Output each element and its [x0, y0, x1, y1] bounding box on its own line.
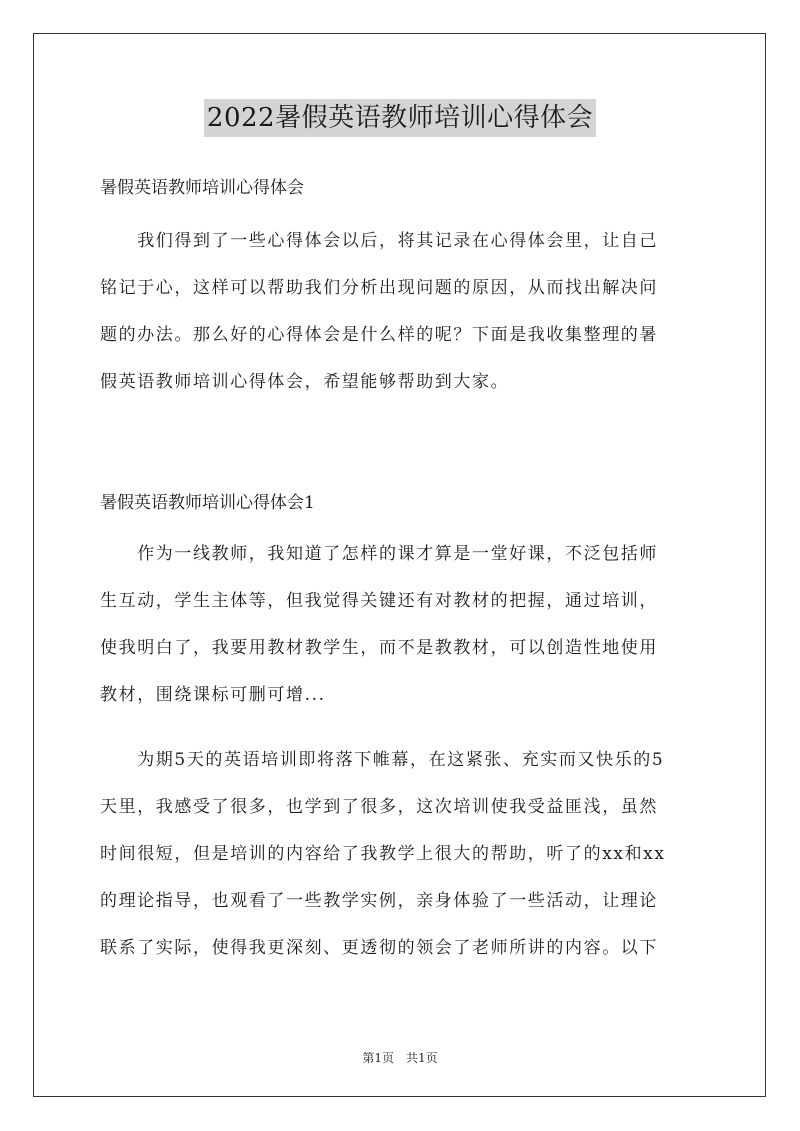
document-title: 2022暑假英语教师培训心得体会 [204, 99, 596, 137]
text-line: 作为一线教师，我知道了怎样的课才算是一堂好课，不泛包括师 [100, 544, 658, 564]
text-line: 教材，围绕课标可删可增... [100, 685, 326, 705]
text-line: 为期5天的英语培训即将落下帷幕，在这紧张、充实而又快乐的5 [100, 750, 665, 770]
text-line: 铭记于心，这样可以帮助我们分析出现问题的原因，从而找出解决问 [100, 278, 658, 298]
text-line: 时间很短，但是培训的内容给了我教学上很大的帮助，听了的xx和xx [100, 844, 666, 864]
text-line: 的理论指导，也观看了一些教学实例，亲身体验了一些活动，让理论 [100, 891, 658, 911]
text-line: 联系了实际，使得我更深刻、更透彻的领会了老师所讲的内容。以下 [100, 938, 658, 958]
paragraph-2 [100, 737, 708, 972]
document-title-block [0, 99, 800, 137]
text-line: 生互动，学生主体等，但我觉得关键还有对教材的把握，通过培训， [100, 591, 658, 611]
text-line: 使我明白了，我要用教材教学生，而不是教教材，可以创造性地使用 [100, 638, 658, 658]
section-heading-1: 暑假英语教师培训心得体会1 [100, 493, 315, 513]
text-line: 题的办法。那么好的心得体会是什么样的呢？下面是我收集整理的暑 [100, 325, 658, 345]
paragraph-1 [100, 531, 708, 719]
paragraph-intro [100, 218, 708, 406]
text-line: 我们得到了一些心得体会以后，将其记录在心得体会里，让自己 [100, 231, 658, 251]
page-footer: 第1页 共1页 [362, 1051, 438, 1065]
section-heading-intro: 暑假英语教师培训心得体会 [100, 178, 304, 198]
text-line: 天里，我感受了很多，也学到了很多，这次培训使我受益匪浅，虽然 [100, 797, 658, 817]
text-line: 假英语教师培训心得体会，希望能够帮助到大家。 [100, 372, 510, 392]
